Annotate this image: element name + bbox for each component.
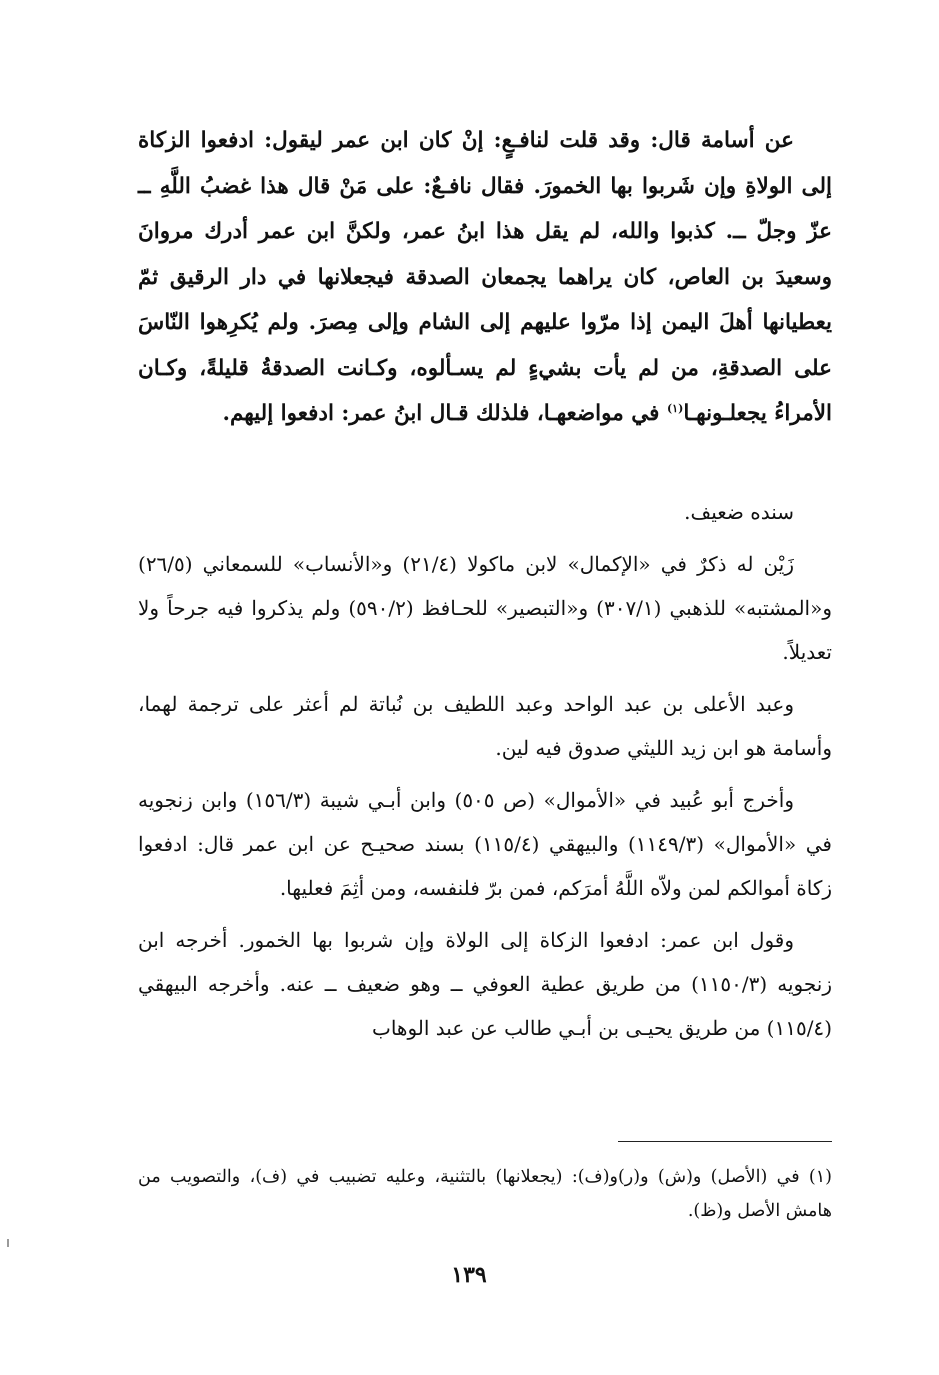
page-number: ١٣٩ bbox=[451, 1262, 487, 1288]
hadith-text bbox=[138, 118, 832, 437]
commentary-section bbox=[138, 490, 832, 1058]
commentary-paragraph: وقول ابن عمر: ادفعوا الزكاة إلى الولاة وإن شربوا بها الخمور. أخرجه ابن زنجويه (١١٥٠/٣) من طريق عطية العوفي ــ وهو ضعيف ــ عنه. وأخرجه البيهقي (١١٥/٤) من طريق يحيـى بن أبـي طالب عن عبد الوهاب bbox=[138, 928, 832, 1040]
footnotes-section bbox=[138, 1160, 832, 1228]
hadith-paragraph bbox=[138, 118, 832, 437]
commentary-paragraph: سنده ضعيف. bbox=[684, 500, 794, 524]
footnote: (١) في (الأصل) و(ش) و(ر)و(ف): (يجعلانها) بالتثنية، وعليه تضبيب في (ف)، والتصويب من هامش الأصل و(ظ). bbox=[138, 1167, 832, 1221]
hadith-text-part-2: في مواضعهـا، فلذلك قـال ابنُ عمر: ادفعوا إليهم. bbox=[222, 401, 660, 426]
margin-mark bbox=[7, 1239, 9, 1247]
commentary-paragraph: وأخرج أبو عُبيد في «الأموال» (ص ٥٠٥) وابن أبـي شيبة (١٥٦/٣) وابن زنجويه في «الأموال» (١١٤٩/٣) والبيهقي (١١٥/٤) بسند صحيـح عن ابن عمر قال: ادفعوا زكاة أموالكم لمن ولاّه اللَّهُ أمرَكم، فمن برّ فلنفسه، ومن أثِمَ فعليها. bbox=[138, 788, 832, 900]
hadith-text-part-1: عن أسامة قال: وقد قلت لنافـعٍ: إنْ كان ابن عمر ليقول: ادفعوا الزكاة إلى الولاةِ وإن شَربوا بها الخمورَ. فقال نافـعٌ: على مَنْ قال هذا غضبُ اللَّهِ ــ عزّ وجلّ ــ. كذبوا والله، لم يقل هذا ابنُ عمر، ولكنَّ ابن عمر أدرك مروانَ وسعيدَ بن العاص، كان يراهما يجمعان الصدقة فيجعلانها في دار الرقيق ثمّ يعطيانها أهلَ اليمن إذا مرّوا عليهم إلى الشام وإلى مِصرَ. ولم يُكرِهوا النّاسَ على الصدقةِ، من لم يأت بشيءٍ لم يسـألوه، وكـانت الصدقةُ قليلةً، وكـان الأمراءُ يجعلـونهـا bbox=[138, 128, 832, 426]
footnote-reference: (١) bbox=[666, 401, 684, 415]
commentary-paragraph: وعبد الأعلى بن عبد الواحد وعبد اللطيف بن نُباتة لم أعثر على ترجمة لهما، وأسامة هو ابن زيد الليثي صدوق فيه لين. bbox=[138, 692, 832, 760]
footnote-divider bbox=[618, 1141, 832, 1142]
commentary-paragraph: زَيْن له ذكرٌ في «الإكمال» لابن ماكولا (٢١/٤) و«الأنساب» للسمعاني (٢٦/٥) و«المشتبه» للذهبي (٣٠٧/١) و«التبصير» للحـافظ (٥٩٠/٢) ولم يذكروا فيه جرحاً ولا تعديلاً. bbox=[138, 552, 832, 664]
